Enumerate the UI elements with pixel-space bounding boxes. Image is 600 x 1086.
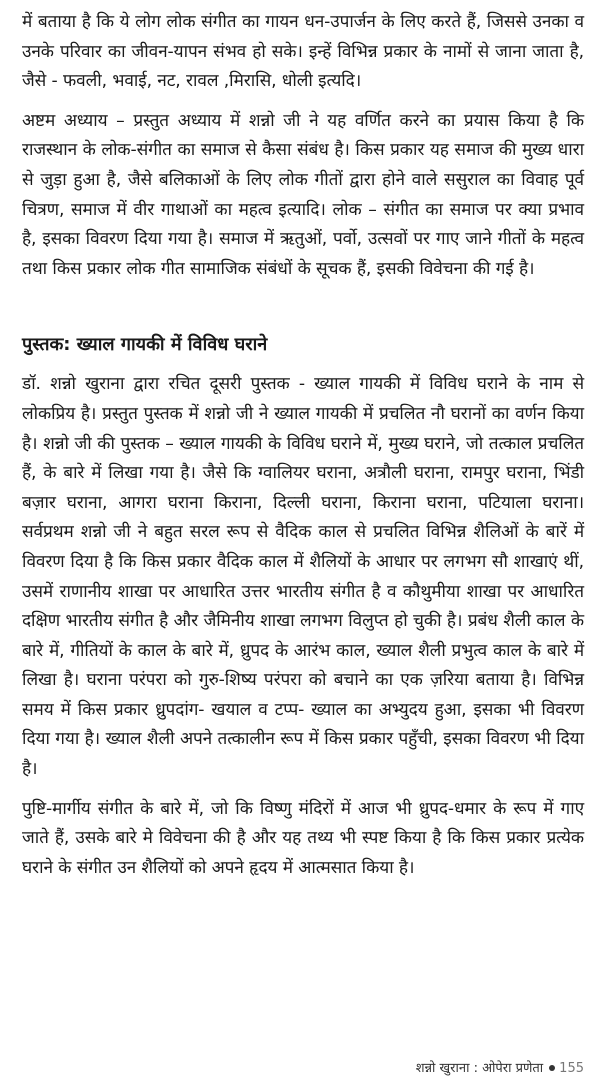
page-number: 155 — [559, 1061, 584, 1076]
paragraph-book-overview: डॉ. शन्नो खुराना द्वारा रचित दूसरी पुस्तक - ख्याल गायकी में विविध घराने के नाम से लोकप्रिय है। प्रस्तुत पुस्तक में शन्नो जी ने ख्याल गायकी में प्रचलित नौ घरानों का वर्णन किया है। शन्नो जी की पुस्तक – ख्याल गायकी के विविध घराने में, मुख्य घराने, जो तत्काल प्रचलित हैं, के बारे में लिखा गया है। जैसे कि ग्वालियर घराना, अत्रौली घराना, रामपुर घराना, भिंडी बज़ार घराना, आगरा घराना किराना, दिल्ली घराना, किराना घराना, पटियाला घराना। सर्वप्रथम शन्नो जी ने बहुत सरल रूप से वैदिक काल से प्रचलित विभिन्न शैलिओं के बारें में विवरण दिया है कि किस प्रकार वैदिक काल में शैलियों के आधार पर लगभग सौ शाखाएं थीं, उसमें राणानीय शाखा पर आधारित उत्तर भारतीय संगीत है व कौथुमीया शाखा पर आधारित दक्षिण भारतीय संगीत है और जैमिनीय शाखा लगभग विलुप्त हो चुकी है। प्रबंध शैली काल के बारे में, गीतियों के काल के बारे में, ध्रुपद के आरंभ काल, ख्याल शैली प्रभुत्व काल के बारे में लिखा है। घराना परंपरा को गुरु-शिष्य परंपरा को बचाने का एक ज़रिया बताया है। विभिन्न समय में किस प्रकार ध्रुपदांग- खयाल व टप्प- ख्याल का अभ्युदय हुआ, इसका भी विवरण दिया गया है। ख्याल शैली अपने तत्कालीन रूप में किस प्रकार पहुँची, इसका विवरण भी दिया है। — [22, 374, 584, 780]
paragraph-pushti-margiya: पुष्टि-मार्गीय संगीत के बारे में, जो कि विष्णु मंदिरों में आज भी ध्रुपद-धमार के रूप में गाए जाते हैं, उसके बारे मे विवेचना की है और यह तथ्य भी स्पष्ट किया है कि किस प्रकार प्रत्येक घराने के संगीत उन शैलियों को अपने हृदय में आत्मसात किया है। — [22, 798, 584, 878]
page-footer — [416, 1060, 584, 1078]
running-title: शन्नो खुराना : ओपेरा प्रणेता — [415, 1061, 544, 1076]
section-heading: पुस्तक: ख्याल गायकी में विविध घराने — [22, 334, 268, 356]
paragraph-chapter-eight: अष्टम अध्याय – प्रस्तुत अध्याय में शन्नो जी ने यह वर्णित करने का प्रयास किया है कि राजस्थान के लोक-संगीत का समाज से कैसा संबंध है। किस प्रकार यह समाज की मुख्य धारा से जुड़ा हुआ है, जैसे बलिकाओं के लिए लोक गीतों द्वारा होने वाले ससुराल का विवाह पूर्व चित्रण, समाज में वीर गाथाओं का महत्व इत्यादि। लोक – संगीत का समाज पर क्या प्रभाव है, इसका विवरण दिया गया है। समाज में ऋतुओं, पर्वो, उत्सवों पर गाए जाने गीतों के महत्व तथा किस प्रकार लोक गीत सामाजिक संबंधों के सूचक हैं, इसकी विवेचना की गई है। — [22, 110, 584, 279]
bullet-icon — [549, 1065, 555, 1071]
section-spacer — [22, 284, 584, 330]
paragraph-folk-singers: में बताया है कि ये लोग लोक संगीत का गायन धन-उपार्जन के लिए करते हैं, जिससे उनका व उनके परिवार का जीवन-यापन संभव हो सके। इन्हें विभिन्न प्रकार के नामों से जाना जाता है, जैसे - फवली, भवाई, नट, रावल ,मिरासि, धोली इत्यदि। — [22, 12, 584, 92]
